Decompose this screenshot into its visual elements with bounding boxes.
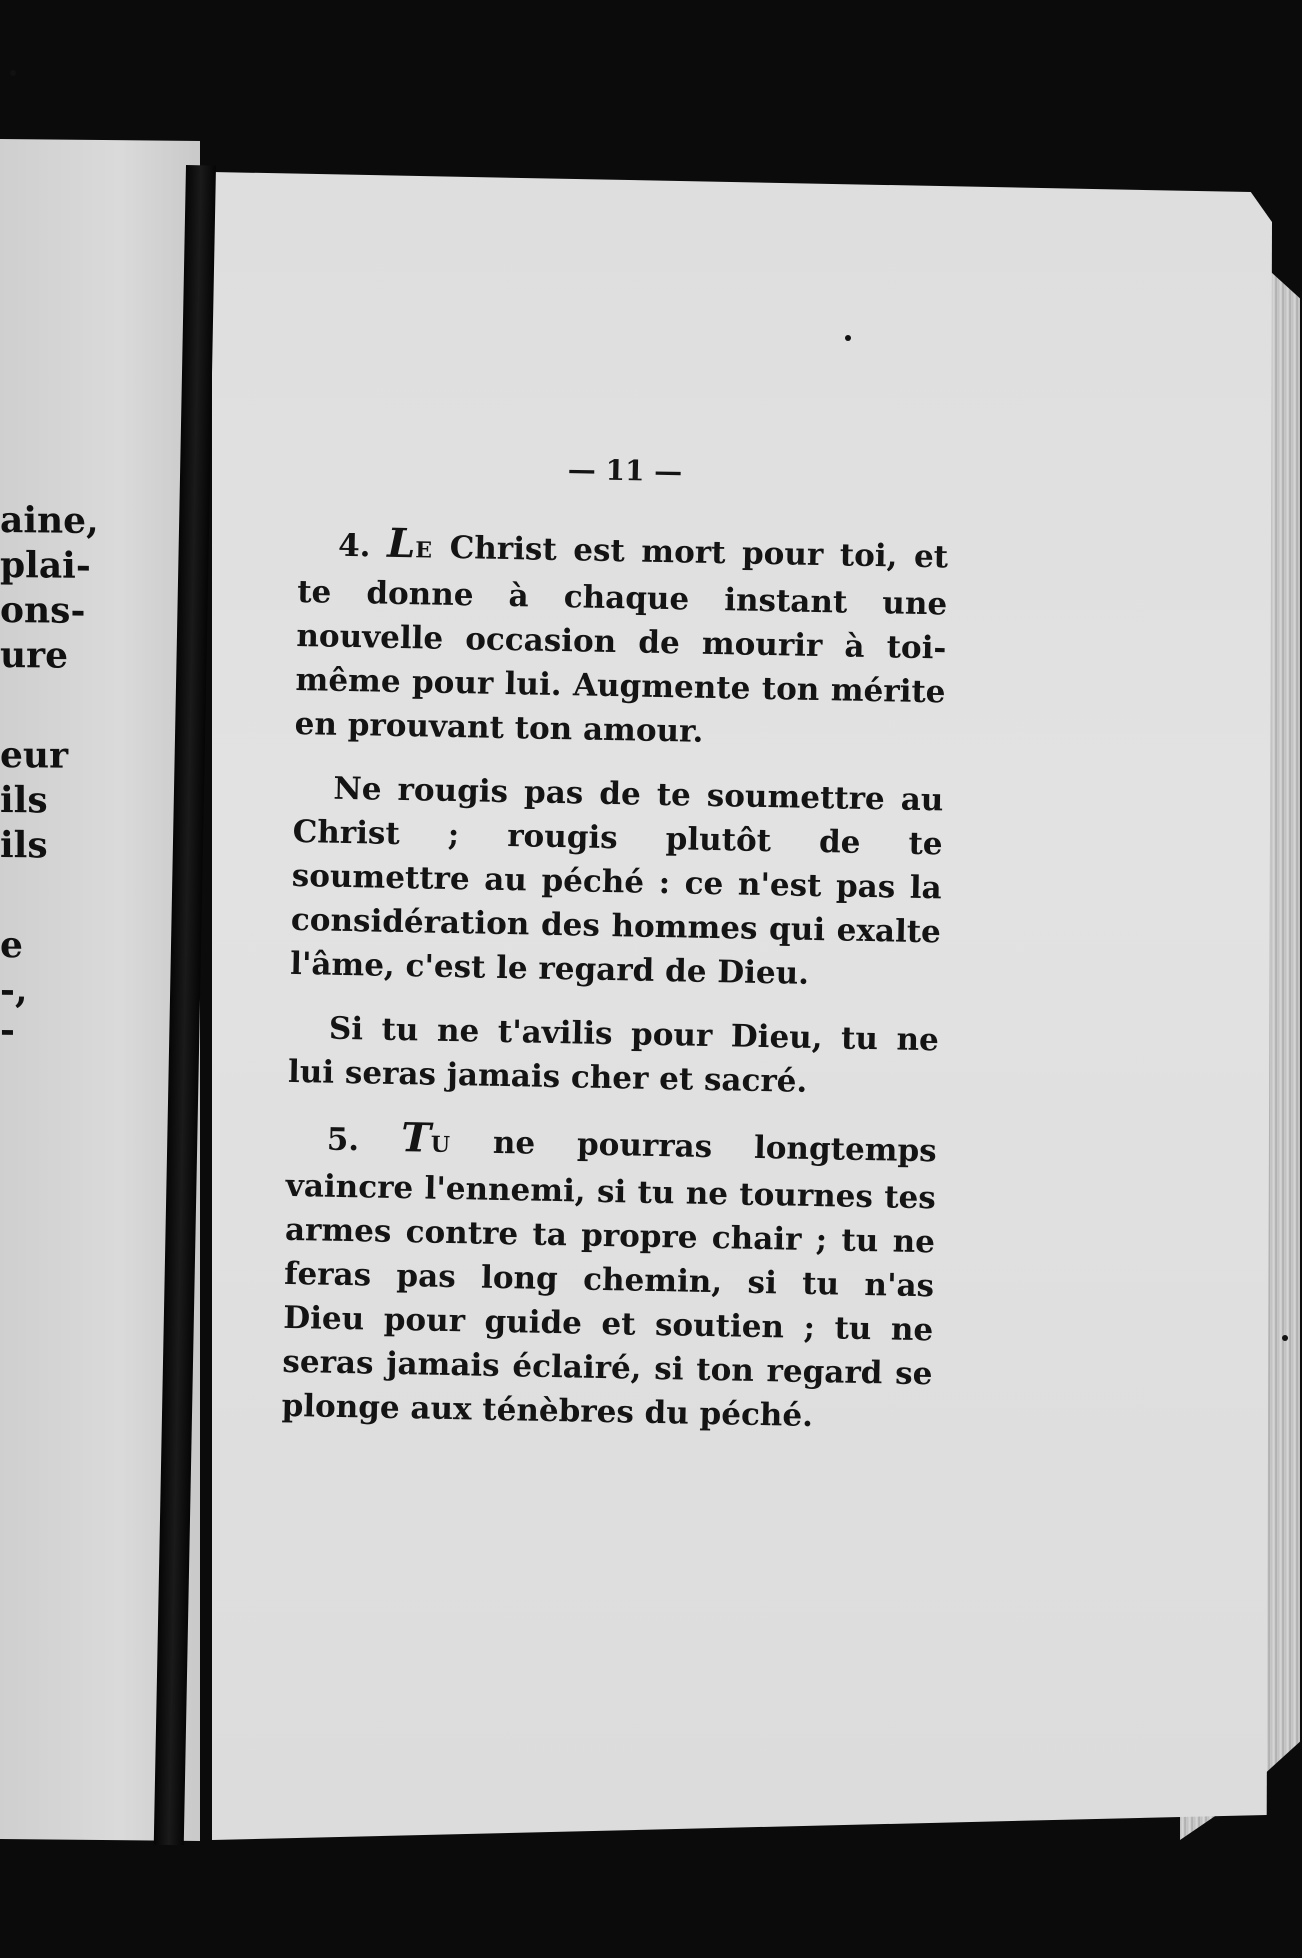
left-page-fragment: ons-: [0, 588, 86, 632]
paragraph-section-4: [294, 520, 948, 758]
page-number: — 11 —: [567, 452, 683, 489]
paragraph: Si tu ne t'avilis pour Dieu, tu ne lui seras jamais cher et sacré.: [287, 1010, 940, 1100]
left-page-fragment: ils: [0, 778, 48, 822]
dust-speck: [845, 335, 851, 341]
left-page-fragment: plai-: [0, 543, 91, 587]
gothic-initial: L: [386, 519, 416, 568]
left-page-fragment: ils: [0, 823, 48, 867]
paragraph: Ne rougis pas de te soumettre au Christ ; rougis plutôt de te soumettre au péché : ce n'est pas la considération des hommes qui exalte l'âme, c'est le regard de Dieu.: [289, 770, 944, 992]
dust-speck: [1282, 1335, 1288, 1341]
left-page-fragment: ure: [0, 633, 69, 677]
dust-speck: [10, 70, 16, 76]
left-page-fragment: e: [0, 923, 23, 967]
left-page-fragment: eur: [0, 733, 69, 777]
small-caps: E: [414, 537, 434, 564]
section-number: 5.: [326, 1121, 360, 1159]
paragraph-text: Christ est mort pour toi, et te donne à chaque instant une nouvelle occasion de mourir à toi-même pour lui. Augmente ton mérite en prouvant ton amour.: [294, 529, 949, 750]
left-page-fragment: -: [0, 1008, 15, 1052]
paragraph-text: ne pourras longtemps vaincre l'ennemi, si tu ne tournes tes armes contre ta propre chair ; tu ne feras pas long chemin, si tu n'as Dieu pour guide et soutien ; tu ne seras jamais éclairé, si ton regard se plonge aux ténèbres du péché.: [281, 1124, 937, 1435]
left-page-fragment: aine,: [0, 498, 99, 542]
gothic-initial: T: [400, 1114, 432, 1162]
left-page-fragment: -,: [0, 968, 28, 1012]
paragraph-section-5: [281, 1114, 937, 1440]
page-body: [281, 450, 950, 1460]
section-number: 4.: [337, 527, 371, 565]
small-caps: U: [430, 1131, 452, 1159]
